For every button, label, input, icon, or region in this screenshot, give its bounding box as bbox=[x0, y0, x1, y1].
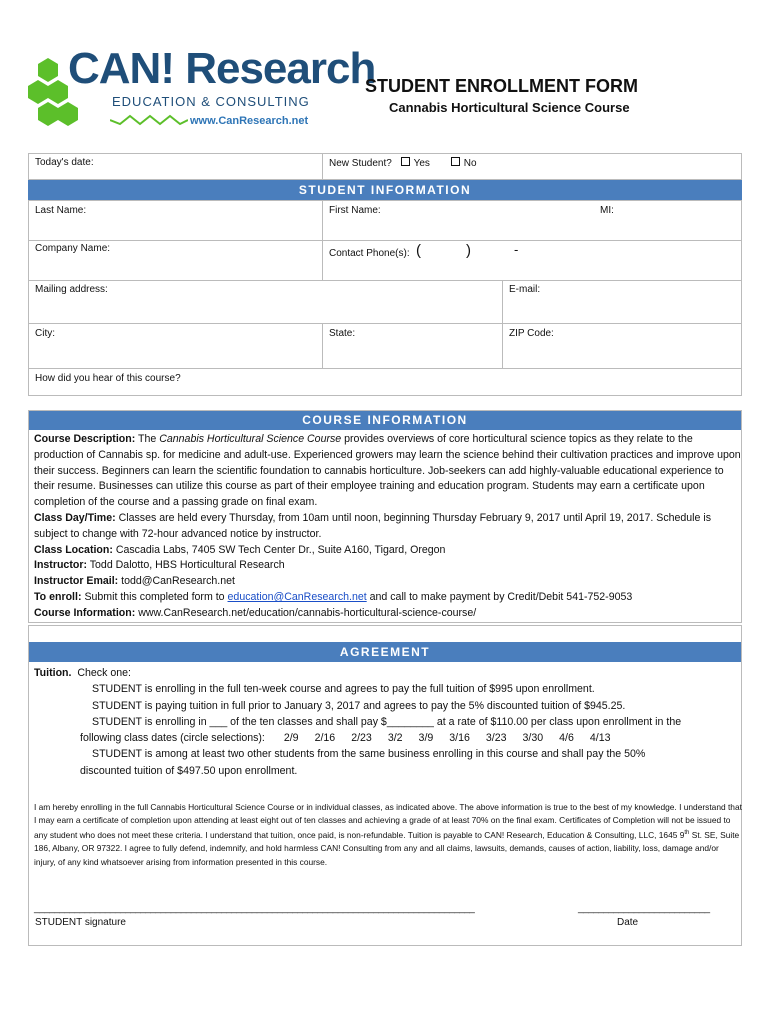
yes-label: Yes bbox=[413, 158, 430, 169]
course-information-url: Course Information: www.CanResearch.net/education/cannabis-horticultural-science-course/ bbox=[34, 606, 477, 619]
class-location: Class Location: Cascadia Labs, 7405 SW Tech Center Dr., Suite A160, Tigard, Oregon bbox=[34, 543, 446, 556]
class-date-option[interactable]: 3/30 bbox=[522, 732, 544, 745]
divider bbox=[322, 153, 323, 180]
phone-close-paren: ) bbox=[466, 242, 471, 259]
student-info-grid bbox=[28, 200, 742, 396]
class-date-option[interactable]: 4/13 bbox=[589, 732, 611, 745]
instructor: Instructor: Todd Dalotto, HBS Horticultural Research bbox=[34, 559, 285, 572]
first-name-field[interactable]: First Name: bbox=[329, 205, 381, 216]
divider bbox=[322, 323, 323, 368]
class-date-option[interactable]: 2/23 bbox=[351, 732, 372, 745]
brand-tagline: EDUCATION & CONSULTING bbox=[112, 94, 310, 109]
how-heard-field[interactable]: How did you hear of this course? bbox=[35, 373, 181, 384]
phone-dash: - bbox=[514, 242, 519, 257]
form-title: STUDENT ENROLLMENT FORM bbox=[365, 76, 638, 96]
tuition-option-group[interactable]: STUDENT is among at least two other students from the same business enrolling in this course and shall pay the 50% bbox=[92, 748, 646, 761]
no-checkbox[interactable] bbox=[451, 157, 460, 166]
class-date-option[interactable]: 4/6 bbox=[559, 732, 574, 745]
company-name-field[interactable]: Company Name: bbox=[35, 243, 111, 254]
tuition-option-full[interactable]: STUDENT is enrolling in the full ten-week course and agrees to pay the full tuition of $995 upon enrollment. bbox=[92, 683, 595, 696]
instructor-email: Instructor Email: todd@CanResearch.net bbox=[34, 575, 235, 588]
class-date-option[interactable]: 2/9 bbox=[283, 732, 299, 745]
class-dates-label: following class dates (circle selections): bbox=[80, 732, 265, 745]
course-details bbox=[34, 432, 742, 622]
zip-code-field[interactable]: ZIP Code: bbox=[509, 328, 554, 339]
tuition-label: Tuition. bbox=[34, 667, 72, 679]
date-line[interactable]: __________________________ bbox=[578, 903, 710, 914]
new-student-question bbox=[329, 157, 477, 169]
class-date-option[interactable]: 3/2 bbox=[387, 732, 403, 745]
divider bbox=[28, 323, 742, 324]
agreement-bar: AGREEMENT bbox=[28, 642, 742, 662]
last-name-field[interactable]: Last Name: bbox=[35, 205, 87, 216]
divider bbox=[322, 200, 323, 280]
tuition-option-group-cont: discounted tuition of $497.50 upon enrollment. bbox=[80, 764, 298, 777]
divider bbox=[28, 368, 742, 369]
tuition-option-prepay[interactable]: STUDENT is paying tuition in full prior to January 3, 2017 and agrees to pay the 5% discounted tuition of $945.25. bbox=[92, 699, 626, 712]
class-date-options bbox=[268, 732, 611, 744]
class-dates-row bbox=[34, 730, 742, 746]
divider bbox=[502, 280, 503, 368]
brand-url: www.CanResearch.net bbox=[190, 115, 309, 127]
email-field[interactable]: E-mail: bbox=[509, 284, 541, 295]
class-date-option[interactable]: 3/23 bbox=[485, 732, 507, 745]
to-enroll: To enroll: Submit this completed form to education@CanResearch.net and call to make payment by Credit/Debit 541-752-9053 bbox=[34, 590, 633, 603]
yes-checkbox[interactable] bbox=[401, 157, 410, 166]
course-description: Course Description: The Cannabis Horticultural Science Course provides overviews of core horticultural science topics as they relate to the production of Cannabis sp. for medicine and adult-use. Experienced growers may learn the science behind their cultivation practices and improve upon their success. Beginners can learn the scientific foundation to cannabis horticulture. Job-seekers can add highly-valuable educational experience to their resume. Businesses can utilize this course as part of their employee training and education program. Students may earn a certificate upon completion of the course and a passing grade on final exam. bbox=[34, 433, 741, 509]
brand-name: CAN! Research bbox=[68, 44, 376, 93]
course-information-bar: COURSE INFORMATION bbox=[28, 410, 742, 430]
contact-phone-field[interactable]: Contact Phone(s): bbox=[329, 248, 410, 259]
student-signature-label: STUDENT signature bbox=[35, 917, 126, 928]
phone-open-paren: ( bbox=[416, 242, 421, 259]
zigzag-line-icon bbox=[110, 112, 188, 128]
class-date-option[interactable]: 3/16 bbox=[449, 732, 470, 745]
form-subtitle: Cannabis Horticultural Science Course bbox=[389, 100, 630, 115]
no-label: No bbox=[463, 158, 477, 169]
mailing-address-field[interactable]: Mailing address: bbox=[35, 284, 108, 295]
new-student-label: New Student? bbox=[329, 158, 392, 169]
class-day-time: Class Day/Time: Classes are held every Thursday, from 10am until noon, beginning Thursday February 9, 2017 until April 19, 2017. Schedule is subject to change with 72-hour advanced notice by instructor. bbox=[34, 511, 712, 540]
enroll-email-link[interactable]: education@CanResearch.net bbox=[227, 590, 367, 603]
class-date-option[interactable]: 2/16 bbox=[314, 732, 336, 745]
divider bbox=[28, 280, 742, 281]
city-field[interactable]: City: bbox=[35, 328, 55, 339]
tuition-option-per-class[interactable]: STUDENT is enrolling in ___ of the ten classes and shall pay $________ at a rate of $110.00 per class upon enrollment in the bbox=[92, 715, 682, 728]
student-information-bar: STUDENT INFORMATION bbox=[28, 180, 742, 200]
mi-field[interactable]: MI: bbox=[600, 205, 614, 216]
signature-line[interactable]: _______________________________________________________________________________________ bbox=[34, 903, 475, 914]
class-date-option[interactable]: 3/9 bbox=[418, 732, 434, 745]
divider bbox=[28, 240, 742, 241]
legal-terms: I am hereby enrolling in the full Cannabis Horticultural Science Course or in individual classes, as indicated above. The above information is true to the best of my knowledge. I understand that I may earn a certificate of completion upon attending at least eight out of ten classes and achieving a grade of at least 70% on the final exam. Certificates of Completion will not be issued to any student who does not meet these criteria. I understand that tuition, once paid, is non-refundable. Tuition is payable to CAN! Research, Education & Consulting, LLC, 1645 9th St. SE, Suite 186, Albany, OR 97322. I agree to fully defend, indemnify, and hold harmless CAN! Consulting from any and all claims, lawsuits, demands, causes of action, liability, loss, damage and/or injury, of any kind whatsoever arising from information presented in this course. bbox=[34, 802, 742, 867]
state-field[interactable]: State: bbox=[329, 328, 356, 339]
todays-date-label: Today's date: bbox=[35, 157, 94, 168]
tuition-options bbox=[34, 665, 742, 779]
date-label: Date bbox=[617, 917, 639, 928]
check-one-label: Check one: bbox=[77, 667, 131, 679]
